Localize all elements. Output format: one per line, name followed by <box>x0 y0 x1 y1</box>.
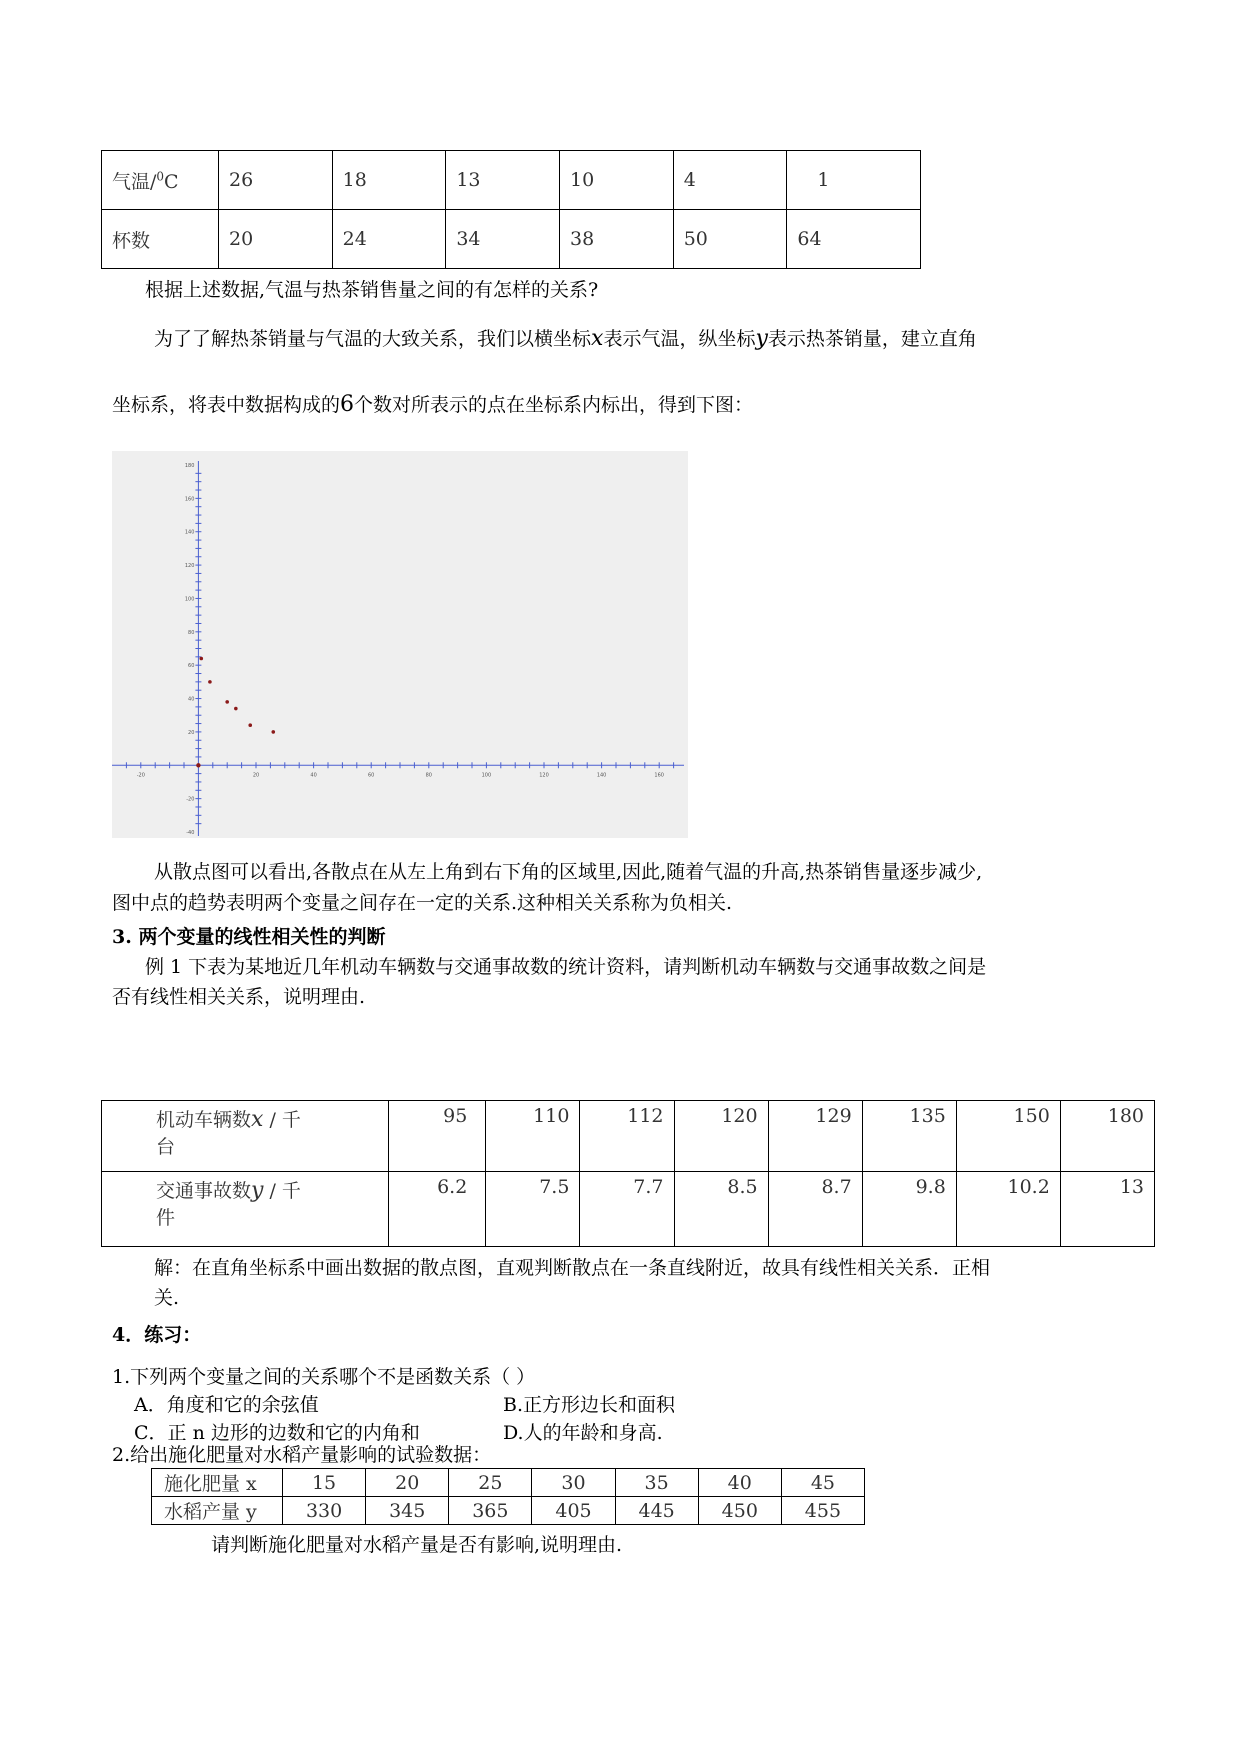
y-tick-label: -20 <box>186 796 195 803</box>
x-tick-label: 140 <box>596 772 607 779</box>
solution-line-2: 关. <box>154 1287 180 1309</box>
label-text: / 千 <box>263 1109 301 1131</box>
row-header-vehicles <box>102 1101 389 1172</box>
x-tick-label: 120 <box>539 772 549 779</box>
table-row <box>102 151 921 210</box>
label-text: / 千 <box>263 1180 301 1202</box>
temp-cell: 13 <box>446 151 560 210</box>
example-1-line-2: 否有线性相关关系，说明理由. <box>112 986 366 1008</box>
yield-cell: 365 <box>449 1497 532 1525</box>
temp-cell: 26 <box>219 151 333 210</box>
analysis-line-2: 图中点的趋势表明两个变量之间存在一定的关系.这种相关关系称为负相关. <box>112 892 733 914</box>
vehicles-cell: 180 <box>1060 1101 1154 1172</box>
data-point <box>199 657 203 661</box>
yield-cell: 450 <box>698 1497 781 1525</box>
cups-cell: 38 <box>560 210 674 269</box>
vehicles-cell: 110 <box>486 1101 580 1172</box>
cups-cell: 64 <box>787 210 921 269</box>
y-tick-label: 60 <box>188 663 195 670</box>
fertilizer-cell: 30 <box>532 1469 615 1497</box>
x-tick-label: 60 <box>368 772 375 779</box>
accidents-cell: 10.2 <box>956 1172 1060 1247</box>
row-header-temperature <box>102 151 219 210</box>
y-tick-label: -40 <box>186 830 195 836</box>
fertilizer-cell: 40 <box>698 1469 781 1497</box>
example-1-line-1: 例 1 下表为某地近几年机动车辆数与交通事故数的统计资料，请判断机动车辆数与交通事故数之间是 <box>145 956 987 978</box>
question-paragraph: 根据上述数据,气温与热茶销售量之间的有怎样的关系? <box>145 279 599 301</box>
data-point <box>248 723 252 727</box>
vehicles-cell: 150 <box>956 1101 1060 1172</box>
cups-cell: 24 <box>332 210 446 269</box>
var-x: x <box>591 326 604 351</box>
table-row <box>102 1172 1155 1247</box>
vehicles-cell: 95 <box>389 1101 486 1172</box>
data-point <box>225 700 229 704</box>
y-tick-label: 80 <box>188 629 195 636</box>
x-tick-label: 160 <box>654 772 664 779</box>
accidents-cell: 9.8 <box>862 1172 956 1247</box>
text-span: 为了了解热茶销量与气温的大致关系，我们以横坐标 <box>154 328 592 350</box>
table-row <box>102 1101 1155 1172</box>
y-tick-label: 180 <box>184 463 195 469</box>
label-text: 交通事故数 <box>156 1180 252 1202</box>
section-3-heading: 3. 两个变量的线性相关性的判断 <box>112 926 386 948</box>
row-header-yield: 水稻产量 y <box>152 1497 283 1525</box>
data-point <box>208 680 212 684</box>
vehicles-accidents-table <box>101 1100 1155 1247</box>
text-span: 表示气温，纵坐标 <box>603 328 756 350</box>
row-header-fertilizer: 施化肥量 x <box>152 1469 283 1497</box>
accidents-cell: 13 <box>1060 1172 1154 1247</box>
cups-cell: 50 <box>673 210 787 269</box>
origin-point <box>196 763 200 767</box>
fertilizer-cell: 35 <box>615 1469 698 1497</box>
accidents-cell: 7.5 <box>486 1172 580 1247</box>
table-row <box>152 1497 865 1525</box>
var-y: y <box>251 1178 264 1203</box>
cups-cell: 34 <box>446 210 560 269</box>
y-tick-label: 140 <box>184 529 195 536</box>
accidents-cell: 8.5 <box>674 1172 768 1247</box>
temp-cell: 10 <box>560 151 674 210</box>
data-point <box>271 730 275 734</box>
temp-cell: 4 <box>673 151 787 210</box>
cups-cell: 20 <box>219 210 333 269</box>
exercise-1-option-b: B.正方形边长和面积 <box>503 1394 676 1416</box>
scatter-chart <box>112 451 688 838</box>
exercise-1-stem: 1.下列两个变量之间的关系哪个不是函数关系（ ） <box>112 1366 536 1388</box>
text-span: 表示热茶销量，建立直角 <box>767 328 977 350</box>
vehicles-cell: 129 <box>768 1101 862 1172</box>
x-tick-label: 20 <box>252 772 260 779</box>
y-tick-label: 100 <box>184 596 195 603</box>
x-tick-label: 100 <box>481 772 492 779</box>
exercise-2-prompt: 请判断施化肥量对水稻产量是否有影响,说明理由. <box>211 1534 623 1556</box>
row-header-accidents <box>102 1172 389 1247</box>
yield-cell: 445 <box>615 1497 698 1525</box>
table-row <box>152 1469 865 1497</box>
x-tick-label: -20 <box>136 772 145 779</box>
label-text: 机动车辆数 <box>156 1109 252 1131</box>
accidents-cell: 8.7 <box>768 1172 862 1247</box>
data-point <box>234 707 238 711</box>
y-tick-label: 40 <box>188 696 195 703</box>
text-span: 个数对所表示的点在坐标系内标出，得到下图： <box>354 394 754 416</box>
fertilizer-yield-table <box>151 1468 865 1525</box>
vehicles-cell: 120 <box>674 1101 768 1172</box>
intro-line-2 <box>112 390 753 420</box>
y-tick-label: 120 <box>184 563 195 570</box>
solution-line-1: 解：在直角坐标系中画出数据的散点图，直观判断散点在一条直线附近，故具有线性相关关系．正相 <box>154 1257 991 1279</box>
var-x: x <box>251 1107 264 1132</box>
intro-line-1 <box>154 324 977 354</box>
fertilizer-cell: 15 <box>283 1469 366 1497</box>
var-y: y <box>755 326 768 351</box>
yield-cell: 455 <box>781 1497 864 1525</box>
text-span: 坐标系，将表中数据构成的 <box>112 394 341 416</box>
fertilizer-cell: 20 <box>366 1469 449 1497</box>
number-six: 6 <box>340 392 355 417</box>
analysis-line-1: 从散点图可以看出,各散点在从左上角到右下角的区域里,因此,随着气温的升高,热茶销售量逐步减少, <box>154 861 983 883</box>
temperature-cups-table <box>101 150 921 269</box>
yield-cell: 345 <box>366 1497 449 1525</box>
y-tick-label: 20 <box>188 729 195 736</box>
exercise-2-stem: 2.给出施化肥量对水稻产量影响的试验数据： <box>112 1444 492 1466</box>
temp-cell: 1 <box>787 151 921 210</box>
x-tick-label: 80 <box>425 772 432 779</box>
unit-text: C <box>164 170 179 193</box>
x-tick-label: 40 <box>310 772 317 779</box>
accidents-cell: 6.2 <box>389 1172 486 1247</box>
exercise-1-option-d: D.人的年龄和身高. <box>503 1422 663 1444</box>
table-row <box>102 210 921 269</box>
yield-cell: 330 <box>283 1497 366 1525</box>
vehicles-cell: 135 <box>862 1101 956 1172</box>
exercise-1-option-a: A．角度和它的余弦值 <box>134 1394 319 1416</box>
exercise-1-option-c: C．正 n 边形的边数和它的内角和 <box>134 1422 420 1444</box>
y-tick-label: 160 <box>184 496 195 503</box>
section-4-heading: 4．练习： <box>112 1324 202 1346</box>
degree-sup: 0 <box>156 169 165 184</box>
fertilizer-cell: 45 <box>781 1469 864 1497</box>
yield-cell: 405 <box>532 1497 615 1525</box>
label-text: 件 <box>156 1207 176 1229</box>
label-text: 气温/ <box>112 170 157 193</box>
fertilizer-cell: 25 <box>449 1469 532 1497</box>
temp-cell: 18 <box>332 151 446 210</box>
accidents-cell: 7.7 <box>580 1172 674 1247</box>
label-text: 台 <box>156 1136 176 1158</box>
vehicles-cell: 112 <box>580 1101 674 1172</box>
row-header-cups: 杯数 <box>102 210 219 269</box>
